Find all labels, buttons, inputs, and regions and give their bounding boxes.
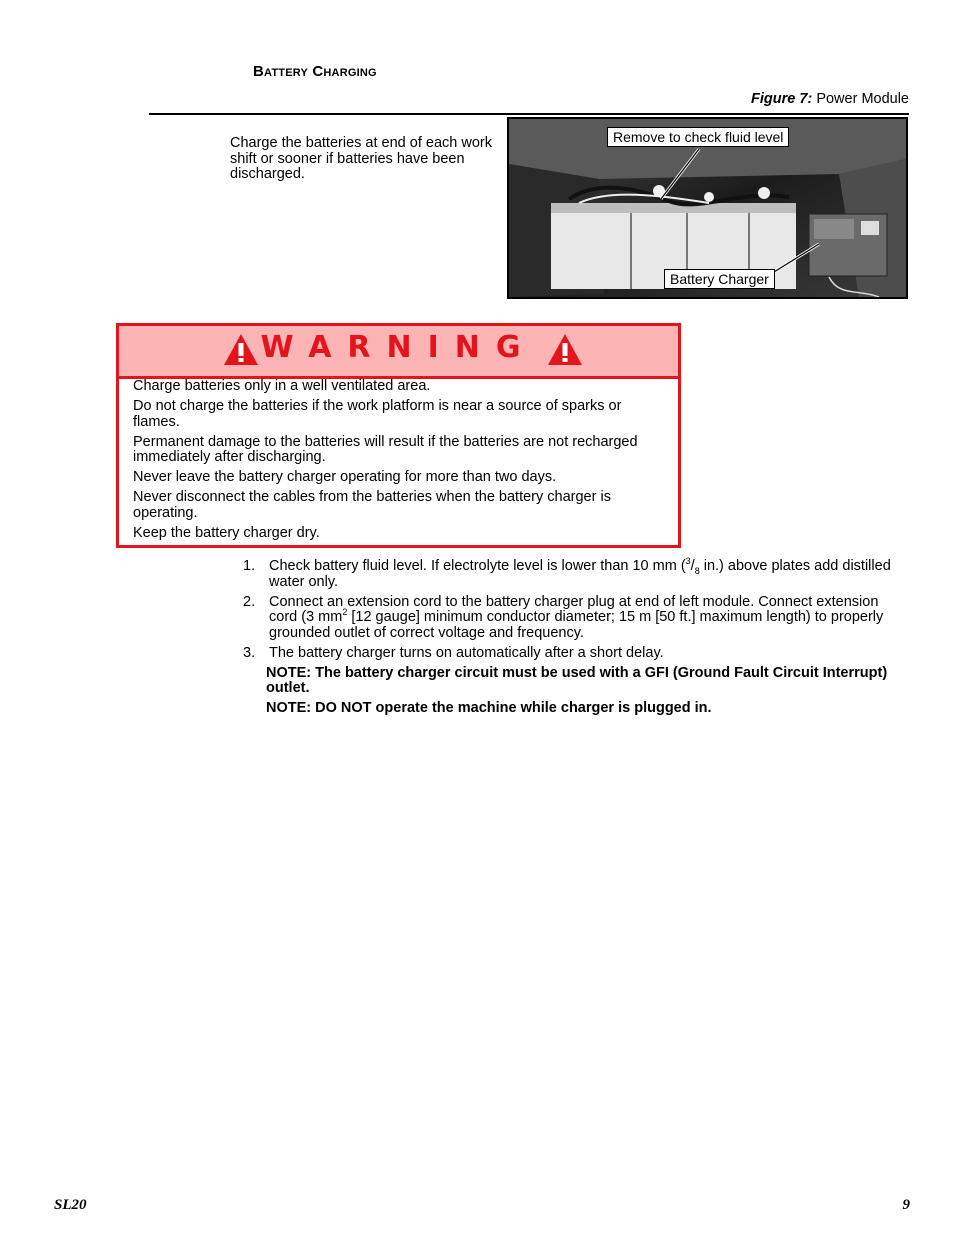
power-module-photo	[507, 117, 908, 299]
step-item	[243, 556, 903, 590]
warning-item: Never leave the battery charger operating for more than two days.	[133, 469, 557, 485]
figure-caption	[751, 91, 909, 107]
section-title: Battery Charging	[253, 63, 377, 80]
warning-item: Never disconnect the cables from the batteries when the battery charger is operating.	[133, 489, 611, 521]
warning-header	[119, 326, 678, 379]
warning-body	[133, 379, 663, 546]
step-text: Connect an extension cord to the battery charger plug at end of left module. Connect extension cord (3 $mm^2$ [12 gauge] minimum conductor diameter; 15 m [50 ft.] maximum length) to properly grounded outlet of correct voltage and frequency.	[269, 593, 884, 641]
horizontal-rule	[149, 113, 909, 115]
steps-list	[243, 556, 903, 721]
warning-box	[116, 323, 681, 548]
step-item	[243, 595, 903, 642]
step-item	[243, 646, 903, 662]
intro-paragraph: Charge the batteries at end of each work shift or sooner if batteries have been discharged.	[230, 135, 492, 182]
step-number: 3.	[243, 644, 256, 661]
callout-battery-charger: Battery Charger	[664, 269, 775, 289]
warning-triangle-icon	[547, 333, 583, 366]
step-number: 1.	[243, 558, 256, 574]
step-text: The battery charger turns on automatically after a short delay.	[269, 644, 664, 661]
figure-title: Power Module	[816, 91, 909, 107]
callout-fluid-level: Remove to check fluid level	[607, 127, 789, 147]
page-number: 9	[902, 1197, 910, 1213]
warning-item: Permanent damage to the batteries will result if the batteries are not recharged immediately after discharging.	[133, 433, 638, 465]
step-text: Check battery fluid level. If electrolyte level is lower than 10 mm ($^3/_8$ in.) above plates add distilled water only.	[269, 556, 891, 590]
note-gfi: NOTE: The battery charger circuit must be used with a GFI (Ground Fault Circuit Interrupt) outlet.	[266, 664, 888, 696]
warning-item: Charge batteries only in a well ventilated area.	[133, 378, 431, 394]
figure-label: Figure 7:	[751, 91, 813, 107]
footer-model: SL20	[54, 1197, 87, 1213]
warning-title: WARNING	[260, 330, 537, 365]
warning-item: Keep the battery charger dry.	[133, 524, 320, 541]
warning-item: Do not charge the batteries if the work platform is near a source of sparks or flames.	[133, 398, 622, 430]
step-number: 2.	[243, 593, 256, 610]
note-do-not-operate: NOTE: DO NOT operate the machine while charger is plugged in.	[266, 700, 712, 716]
